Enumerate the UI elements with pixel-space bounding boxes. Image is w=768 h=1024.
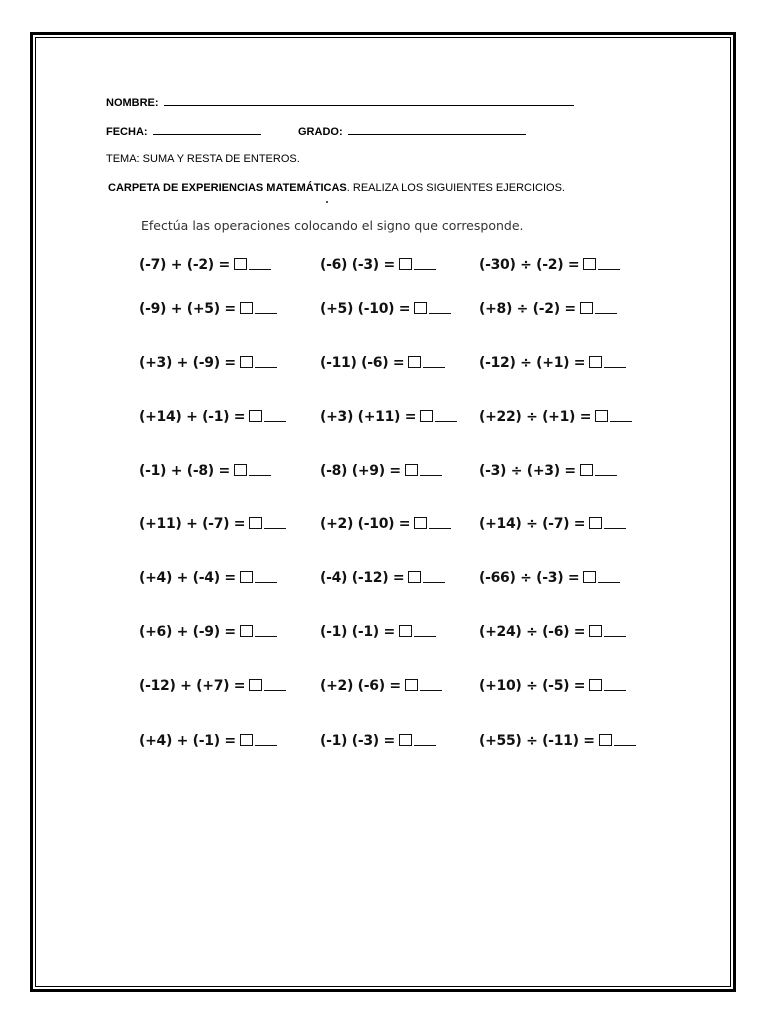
answer-sign-box[interactable] [580, 464, 593, 476]
exercise-col2-9 [320, 678, 442, 694]
exercise-expression: (+4) + (-1) = [139, 733, 236, 749]
exercise-col2-6 [320, 516, 451, 532]
nombre-blank[interactable] [164, 94, 574, 106]
answer-sign-box[interactable] [408, 356, 421, 368]
exercise-col2-5 [320, 463, 442, 479]
answer-sign-box[interactable] [249, 517, 262, 529]
exercise-expression: (+2) (-10) = [320, 516, 411, 532]
answer-value-blank[interactable] [598, 268, 620, 270]
answer-value-blank[interactable] [423, 366, 445, 368]
answer-value-blank[interactable] [604, 366, 626, 368]
exercise-expression: (-12) ÷ (+1) = [479, 355, 586, 371]
exercise-col1-5 [139, 463, 271, 479]
exercise-col1-9 [139, 678, 286, 694]
answer-sign-box[interactable] [240, 625, 253, 637]
answer-value-blank[interactable] [249, 268, 271, 270]
answer-sign-box[interactable] [399, 734, 412, 746]
exercise-col3-7 [479, 570, 620, 586]
exercise-expression: (-66) ÷ (-3) = [479, 570, 580, 586]
answer-value-blank[interactable] [598, 581, 620, 583]
exercise-expression: (-4) (-12) = [320, 570, 405, 586]
exercise-col2-1 [320, 257, 436, 273]
exercise-expression: (+3) (+11) = [320, 409, 417, 425]
answer-value-blank[interactable] [255, 366, 277, 368]
exercise-expression: (+24) ÷ (-6) = [479, 624, 586, 640]
answer-sign-box[interactable] [414, 517, 427, 529]
answer-sign-box[interactable] [589, 625, 602, 637]
answer-sign-box[interactable] [408, 571, 421, 583]
exercise-col1-4 [139, 409, 286, 425]
exercise-col3-6 [479, 516, 626, 532]
exercise-col1-1 [139, 257, 271, 273]
exercise-expression: (-8) (+9) = [320, 463, 401, 479]
exercise-col2-3 [320, 355, 445, 371]
answer-value-blank[interactable] [610, 420, 632, 422]
exercise-col1-7 [139, 570, 277, 586]
exercise-col1-6 [139, 516, 286, 532]
answer-sign-box[interactable] [405, 464, 418, 476]
exercise-expression: (+5) (-10) = [320, 301, 411, 317]
answer-sign-box[interactable] [589, 679, 602, 691]
stray-dot [326, 201, 328, 203]
exercise-col3-1 [479, 257, 620, 273]
answer-sign-box[interactable] [249, 679, 262, 691]
exercise-col1-10 [139, 733, 277, 749]
answer-sign-box[interactable] [399, 625, 412, 637]
exercise-expression: (+55) ÷ (-11) = [479, 733, 595, 749]
exercise-col1-2 [139, 301, 277, 317]
tema-text: TEMA: SUMA Y RESTA DE ENTEROS. [106, 153, 300, 165]
exercise-expression: (-12) + (+7) = [139, 678, 246, 694]
fecha-line [106, 123, 261, 139]
exercise-col3-5 [479, 463, 617, 479]
exercise-expression: (+11) + (-7) = [139, 516, 246, 532]
exercise-col2-2 [320, 301, 451, 317]
answer-value-blank[interactable] [614, 744, 636, 746]
exercise-expression: (+14) ÷ (-7) = [479, 516, 586, 532]
answer-sign-box[interactable] [589, 356, 602, 368]
exercise-instruction: Efectúa las operaciones colocando el signo que corresponde. [141, 218, 524, 233]
exercise-expression: (-30) ÷ (-2) = [479, 257, 580, 273]
exercise-expression: (+8) ÷ (-2) = [479, 301, 576, 317]
grado-line [298, 123, 526, 139]
answer-sign-box[interactable] [583, 258, 596, 270]
answer-value-blank[interactable] [604, 635, 626, 637]
answer-sign-box[interactable] [234, 258, 247, 270]
grado-blank[interactable] [348, 123, 526, 135]
answer-sign-box[interactable] [414, 302, 427, 314]
exercise-expression: (-1) (-1) = [320, 624, 395, 640]
answer-value-blank[interactable] [435, 420, 457, 422]
carpeta-line [108, 181, 565, 195]
answer-value-blank[interactable] [249, 474, 271, 476]
answer-sign-box[interactable] [240, 734, 253, 746]
exercise-col3-2 [479, 301, 617, 317]
answer-value-blank[interactable] [423, 581, 445, 583]
answer-value-blank[interactable] [264, 689, 286, 691]
answer-value-blank[interactable] [414, 744, 436, 746]
answer-sign-box[interactable] [420, 410, 433, 422]
exercise-expression: (+4) + (-4) = [139, 570, 236, 586]
answer-sign-box[interactable] [405, 679, 418, 691]
exercise-expression: (-7) + (-2) = [139, 257, 230, 273]
exercise-col2-10 [320, 733, 436, 749]
carpeta-title: CARPETA DE EXPERIENCIAS MATEMÁTICAS [108, 182, 347, 194]
exercise-col2-4 [320, 409, 457, 425]
answer-value-blank[interactable] [264, 420, 286, 422]
nombre-line [106, 94, 574, 110]
exercise-expression: (+14) + (-1) = [139, 409, 246, 425]
grado-label: GRADO: [298, 126, 343, 138]
answer-sign-box[interactable] [240, 571, 253, 583]
answer-value-blank[interactable] [604, 689, 626, 691]
answer-sign-box[interactable] [399, 258, 412, 270]
carpeta-instruction: . REALIZA LOS SIGUIENTES EJERCICIOS. [346, 182, 565, 194]
answer-value-blank[interactable] [414, 635, 436, 637]
answer-value-blank[interactable] [595, 474, 617, 476]
answer-value-blank[interactable] [420, 689, 442, 691]
answer-sign-box[interactable] [249, 410, 262, 422]
exercise-expression: (-3) ÷ (+3) = [479, 463, 576, 479]
answer-value-blank[interactable] [429, 527, 451, 529]
exercise-col3-9 [479, 678, 626, 694]
answer-value-blank[interactable] [255, 312, 277, 314]
answer-value-blank[interactable] [429, 312, 451, 314]
answer-value-blank[interactable] [595, 312, 617, 314]
exercise-col1-8 [139, 624, 277, 640]
answer-value-blank[interactable] [255, 635, 277, 637]
answer-sign-box[interactable] [234, 464, 247, 476]
exercise-expression: (-6) (-3) = [320, 257, 395, 273]
exercise-expression: (+10) ÷ (-5) = [479, 678, 586, 694]
answer-value-blank[interactable] [414, 268, 436, 270]
exercise-expression: (-9) + (+5) = [139, 301, 236, 317]
exercise-col1-3 [139, 355, 277, 371]
exercise-expression: (-11) (-6) = [320, 355, 405, 371]
answer-value-blank[interactable] [420, 474, 442, 476]
exercise-col2-8 [320, 624, 436, 640]
exercise-col2-7 [320, 570, 445, 586]
answer-sign-box[interactable] [580, 302, 593, 314]
nombre-label: NOMBRE: [106, 97, 159, 109]
answer-sign-box[interactable] [583, 571, 596, 583]
answer-sign-box[interactable] [240, 356, 253, 368]
answer-value-blank[interactable] [604, 527, 626, 529]
exercise-col3-3 [479, 355, 626, 371]
exercise-expression: (-1) (-3) = [320, 733, 395, 749]
exercise-col3-8 [479, 624, 626, 640]
answer-value-blank[interactable] [264, 527, 286, 529]
exercise-expression: (-1) + (-8) = [139, 463, 230, 479]
exercise-col3-4 [479, 409, 632, 425]
answer-value-blank[interactable] [255, 744, 277, 746]
answer-sign-box[interactable] [240, 302, 253, 314]
exercise-expression: (+2) (-6) = [320, 678, 401, 694]
answer-sign-box[interactable] [599, 734, 612, 746]
exercise-expression: (+3) + (-9) = [139, 355, 236, 371]
exercise-expression: (+22) ÷ (+1) = [479, 409, 592, 425]
page-border-inner [35, 37, 731, 987]
fecha-label: FECHA: [106, 126, 148, 138]
exercise-expression: (+6) + (-9) = [139, 624, 236, 640]
exercise-col3-10 [479, 733, 636, 749]
answer-value-blank[interactable] [255, 581, 277, 583]
answer-sign-box[interactable] [595, 410, 608, 422]
answer-sign-box[interactable] [589, 517, 602, 529]
fecha-blank[interactable] [153, 123, 261, 135]
